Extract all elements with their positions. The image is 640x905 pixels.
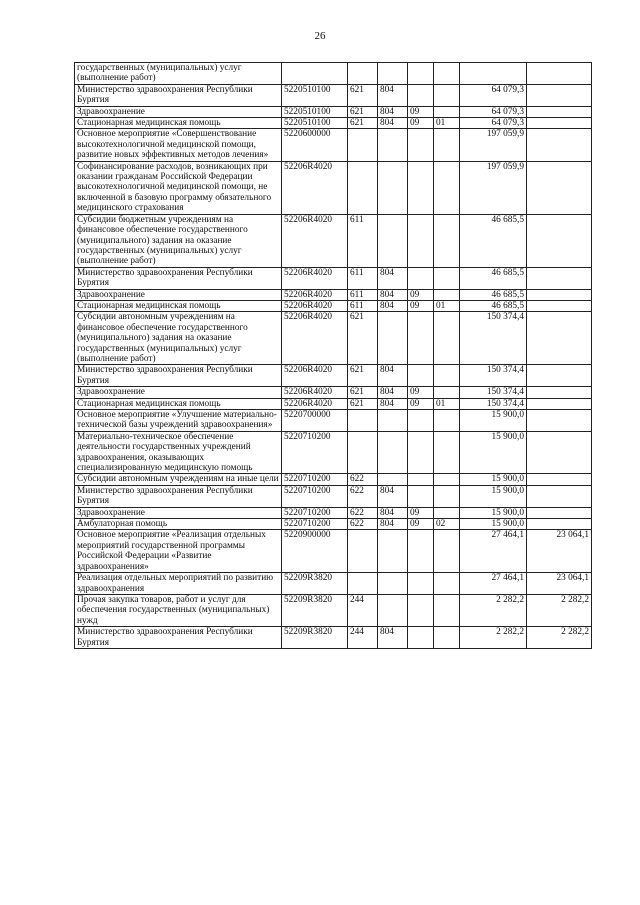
section-cell [408, 214, 434, 267]
amount-federal-cell: 2 282,2 [527, 594, 592, 626]
subsection-cell [434, 410, 460, 432]
table-row [75, 63, 592, 85]
table-row [75, 312, 592, 365]
amount-federal-cell [527, 161, 592, 214]
amount-cell: 150 374,4 [460, 365, 527, 387]
expense-type-cell: 621 [348, 118, 378, 129]
amount-cell: 27 464,1 [460, 530, 527, 573]
subsection-cell [434, 594, 460, 626]
amount-cell: 197 059,9 [460, 161, 527, 214]
section-cell [408, 485, 434, 507]
amount-federal-cell [527, 365, 592, 387]
expense-type-cell: 621 [348, 398, 378, 409]
amount-cell: 2 282,2 [460, 594, 527, 626]
department-cell [378, 129, 408, 161]
subsection-cell: 01 [434, 118, 460, 129]
expense-type-cell [348, 573, 378, 595]
subsection-cell [434, 431, 460, 474]
table-row [75, 289, 592, 300]
expense-type-cell [348, 129, 378, 161]
row-name-cell: Здравоохранение [75, 289, 282, 300]
amount-cell: 15 900,0 [460, 431, 527, 474]
target-article-cell: 5220710200 [282, 431, 348, 474]
amount-federal-cell [527, 118, 592, 129]
row-name-cell: Основное мероприятие «Совершенствование высокотехнологичной медицинской помощи, развитие новых эффективных методов лечения» [75, 129, 282, 161]
section-cell [408, 129, 434, 161]
expense-type-cell: 621 [348, 84, 378, 106]
amount-federal-cell [527, 106, 592, 117]
row-name-cell: Реализация отдельных мероприятий по развитию здравоохранения [75, 573, 282, 595]
department-cell [378, 474, 408, 485]
department-cell: 804 [378, 84, 408, 106]
target-article-cell: 52206R4020 [282, 312, 348, 365]
target-article-cell: 5220710200 [282, 474, 348, 485]
section-cell [408, 312, 434, 365]
target-article-cell: 52206R4020 [282, 300, 348, 311]
department-cell: 804 [378, 485, 408, 507]
row-name-cell: Министерство здравоохранения Республики Бурятия [75, 365, 282, 387]
amount-federal-cell [527, 312, 592, 365]
row-name-cell: Основное мероприятие «Реализация отдельных мероприятий государственной программы Российской Федерации «Развитие здравоохранения» [75, 530, 282, 573]
amount-cell: 15 900,0 [460, 519, 527, 530]
section-cell [408, 267, 434, 289]
row-name-cell: Субсидии бюджетным учреждениям на финансовое обеспечение государственного (муниципального) задания на оказание государственных (муниципальных) услуг (выполнение работ) [75, 214, 282, 267]
row-name-cell: Стационарная медицинская помощь [75, 300, 282, 311]
table-row [75, 106, 592, 117]
table-row [75, 398, 592, 409]
target-article-cell: 52209R3820 [282, 594, 348, 626]
amount-federal-cell [527, 300, 592, 311]
amount-federal-cell [527, 214, 592, 267]
subsection-cell [434, 84, 460, 106]
section-cell [408, 365, 434, 387]
row-name-cell: Прочая закупка товаров, работ и услуг для обеспечения государственных (муниципальных) нужд [75, 594, 282, 626]
amount-federal-cell [527, 485, 592, 507]
expense-type-cell: 611 [348, 300, 378, 311]
amount-federal-cell [527, 63, 592, 85]
subsection-cell: 01 [434, 398, 460, 409]
target-article-cell: 5220510100 [282, 118, 348, 129]
department-cell: 804 [378, 365, 408, 387]
row-name-cell: государственных (муниципальных) услуг (выполнение работ) [75, 63, 282, 85]
section-cell: 09 [408, 519, 434, 530]
target-article-cell: 5220710200 [282, 519, 348, 530]
expense-type-cell: 621 [348, 365, 378, 387]
amount-federal-cell [527, 84, 592, 106]
row-name-cell: Здравоохранение [75, 106, 282, 117]
department-cell [378, 530, 408, 573]
subsection-cell: 02 [434, 519, 460, 530]
department-cell: 804 [378, 118, 408, 129]
section-cell: 09 [408, 507, 434, 518]
table-row [75, 410, 592, 432]
amount-federal-cell: 2 282,2 [527, 627, 592, 649]
amount-cell: 150 374,4 [460, 312, 527, 365]
row-name-cell: Министерство здравоохранения Республики Бурятия [75, 84, 282, 106]
expense-type-cell: 621 [348, 312, 378, 365]
expense-type-cell: 621 [348, 106, 378, 117]
department-cell: 804 [378, 519, 408, 530]
section-cell [408, 627, 434, 649]
subsection-cell [434, 627, 460, 649]
amount-federal-cell [527, 474, 592, 485]
amount-federal-cell [527, 267, 592, 289]
amount-federal-cell [527, 129, 592, 161]
expense-type-cell [348, 530, 378, 573]
expense-type-cell: 622 [348, 485, 378, 507]
table-row [75, 573, 592, 595]
table-row [75, 84, 592, 106]
table-row [75, 474, 592, 485]
row-name-cell: Здравоохранение [75, 387, 282, 398]
target-article-cell: 52206R4020 [282, 365, 348, 387]
amount-cell: 15 900,0 [460, 410, 527, 432]
table-row [75, 214, 592, 267]
subsection-cell [434, 474, 460, 485]
table-row [75, 300, 592, 311]
section-cell [408, 410, 434, 432]
target-article-cell: 5220510100 [282, 106, 348, 117]
row-name-cell: Здравоохранение [75, 507, 282, 518]
row-name-cell: Министерство здравоохранения Республики Бурятия [75, 485, 282, 507]
subsection-cell [434, 507, 460, 518]
row-name-cell: Стационарная медицинская помощь [75, 398, 282, 409]
section-cell: 09 [408, 289, 434, 300]
subsection-cell [434, 387, 460, 398]
amount-cell: 15 900,0 [460, 485, 527, 507]
table-row [75, 387, 592, 398]
department-cell: 804 [378, 300, 408, 311]
target-article-cell: 52206R4020 [282, 214, 348, 267]
amount-cell: 46 685,5 [460, 300, 527, 311]
section-cell [408, 431, 434, 474]
department-cell: 804 [378, 507, 408, 518]
amount-cell: 150 374,4 [460, 387, 527, 398]
amount-federal-cell [527, 410, 592, 432]
expense-type-cell: 611 [348, 289, 378, 300]
subsection-cell [434, 63, 460, 85]
expense-type-cell [348, 410, 378, 432]
section-cell: 09 [408, 118, 434, 129]
table-row [75, 627, 592, 649]
department-cell [378, 594, 408, 626]
target-article-cell: 52209R3820 [282, 627, 348, 649]
expense-type-cell [348, 431, 378, 474]
department-cell [378, 410, 408, 432]
expense-type-cell [348, 63, 378, 85]
amount-cell: 197 059,9 [460, 129, 527, 161]
table-row [75, 365, 592, 387]
section-cell [408, 594, 434, 626]
department-cell [378, 214, 408, 267]
subsection-cell [434, 312, 460, 365]
target-article-cell: 52206R4020 [282, 161, 348, 214]
table-row [75, 431, 592, 474]
subsection-cell [434, 530, 460, 573]
table-row [75, 519, 592, 530]
budget-table [74, 62, 592, 649]
table-body [75, 63, 592, 649]
department-cell [378, 63, 408, 85]
section-cell [408, 63, 434, 85]
department-cell: 804 [378, 289, 408, 300]
row-name-cell: Министерство здравоохранения Республики Бурятия [75, 627, 282, 649]
section-cell: 09 [408, 387, 434, 398]
amount-cell: 46 685,5 [460, 214, 527, 267]
department-cell [378, 573, 408, 595]
expense-type-cell: 611 [348, 267, 378, 289]
row-name-cell: Амбулаторная помощь [75, 519, 282, 530]
target-article-cell: 5220710200 [282, 507, 348, 518]
amount-federal-cell [527, 431, 592, 474]
subsection-cell [434, 106, 460, 117]
amount-cell: 46 685,5 [460, 267, 527, 289]
amount-federal-cell: 23 064,1 [527, 573, 592, 595]
target-article-cell [282, 63, 348, 85]
expense-type-cell [348, 161, 378, 214]
subsection-cell [434, 365, 460, 387]
section-cell [408, 573, 434, 595]
expense-type-cell: 621 [348, 387, 378, 398]
section-cell [408, 474, 434, 485]
department-cell: 804 [378, 267, 408, 289]
section-cell: 09 [408, 300, 434, 311]
amount-cell: 150 374,4 [460, 398, 527, 409]
section-cell [408, 161, 434, 214]
amount-cell [460, 63, 527, 85]
row-name-cell: Субсидии автономным учреждениям на иные цели [75, 474, 282, 485]
department-cell: 804 [378, 627, 408, 649]
amount-cell: 64 079,3 [460, 118, 527, 129]
expense-type-cell: 244 [348, 594, 378, 626]
target-article-cell: 5220600000 [282, 129, 348, 161]
amount-cell: 64 079,3 [460, 84, 527, 106]
subsection-cell [434, 267, 460, 289]
department-cell [378, 161, 408, 214]
department-cell: 804 [378, 387, 408, 398]
target-article-cell: 5220700000 [282, 410, 348, 432]
subsection-cell: 01 [434, 300, 460, 311]
amount-federal-cell [527, 387, 592, 398]
subsection-cell [434, 573, 460, 595]
table-row [75, 267, 592, 289]
table-row [75, 507, 592, 518]
subsection-cell [434, 214, 460, 267]
row-name-cell: Основное мероприятие «Улучшение материально-технической базы учреждений здравоохранения» [75, 410, 282, 432]
row-name-cell: Стационарная медицинская помощь [75, 118, 282, 129]
target-article-cell: 5220710200 [282, 485, 348, 507]
amount-cell: 2 282,2 [460, 627, 527, 649]
department-cell [378, 431, 408, 474]
expense-type-cell: 622 [348, 519, 378, 530]
row-name-cell: Субсидии автономным учреждениям на финансовое обеспечение государственного (муниципального) задания на оказание государственных (муниципальных) услуг (выполнение работ) [75, 312, 282, 365]
amount-cell: 15 900,0 [460, 507, 527, 518]
section-cell: 09 [408, 106, 434, 117]
amount-federal-cell [527, 398, 592, 409]
section-cell [408, 530, 434, 573]
target-article-cell: 52206R4020 [282, 387, 348, 398]
subsection-cell [434, 129, 460, 161]
row-name-cell: Софинансирование расходов, возникающих при оказании гражданам Российской Федерации высокотехнологичной медицинской помощи, не включенной в базовую программу обязательного медицинского страхования [75, 161, 282, 214]
expense-type-cell: 244 [348, 627, 378, 649]
section-cell: 09 [408, 398, 434, 409]
table-row [75, 161, 592, 214]
section-cell [408, 84, 434, 106]
page-number: 26 [314, 30, 326, 42]
table-row [75, 594, 592, 626]
table-row [75, 118, 592, 129]
amount-cell: 15 900,0 [460, 474, 527, 485]
amount-cell: 27 464,1 [460, 573, 527, 595]
target-article-cell: 5220900000 [282, 530, 348, 573]
target-article-cell: 52206R4020 [282, 289, 348, 300]
target-article-cell: 52209R3820 [282, 573, 348, 595]
row-name-cell: Материально-техническое обеспечение деятельности государственных учреждений здравоохранения, оказывающих специализированную медицинскую помощь [75, 431, 282, 474]
row-name-cell: Министерство здравоохранения Республики Бурятия [75, 267, 282, 289]
department-cell: 804 [378, 398, 408, 409]
amount-federal-cell [527, 519, 592, 530]
subsection-cell [434, 485, 460, 507]
amount-federal-cell [527, 507, 592, 518]
amount-cell: 46 685,5 [460, 289, 527, 300]
amount-federal-cell: 23 064,1 [527, 530, 592, 573]
table-row [75, 129, 592, 161]
target-article-cell: 52206R4020 [282, 398, 348, 409]
expense-type-cell: 622 [348, 474, 378, 485]
table-row [75, 530, 592, 573]
expense-type-cell: 622 [348, 507, 378, 518]
target-article-cell: 52206R4020 [282, 267, 348, 289]
target-article-cell: 5220510100 [282, 84, 348, 106]
department-cell: 804 [378, 106, 408, 117]
expense-type-cell: 611 [348, 214, 378, 267]
amount-federal-cell [527, 289, 592, 300]
table-row [75, 485, 592, 507]
amount-cell: 64 079,3 [460, 106, 527, 117]
department-cell [378, 312, 408, 365]
subsection-cell [434, 289, 460, 300]
subsection-cell [434, 161, 460, 214]
